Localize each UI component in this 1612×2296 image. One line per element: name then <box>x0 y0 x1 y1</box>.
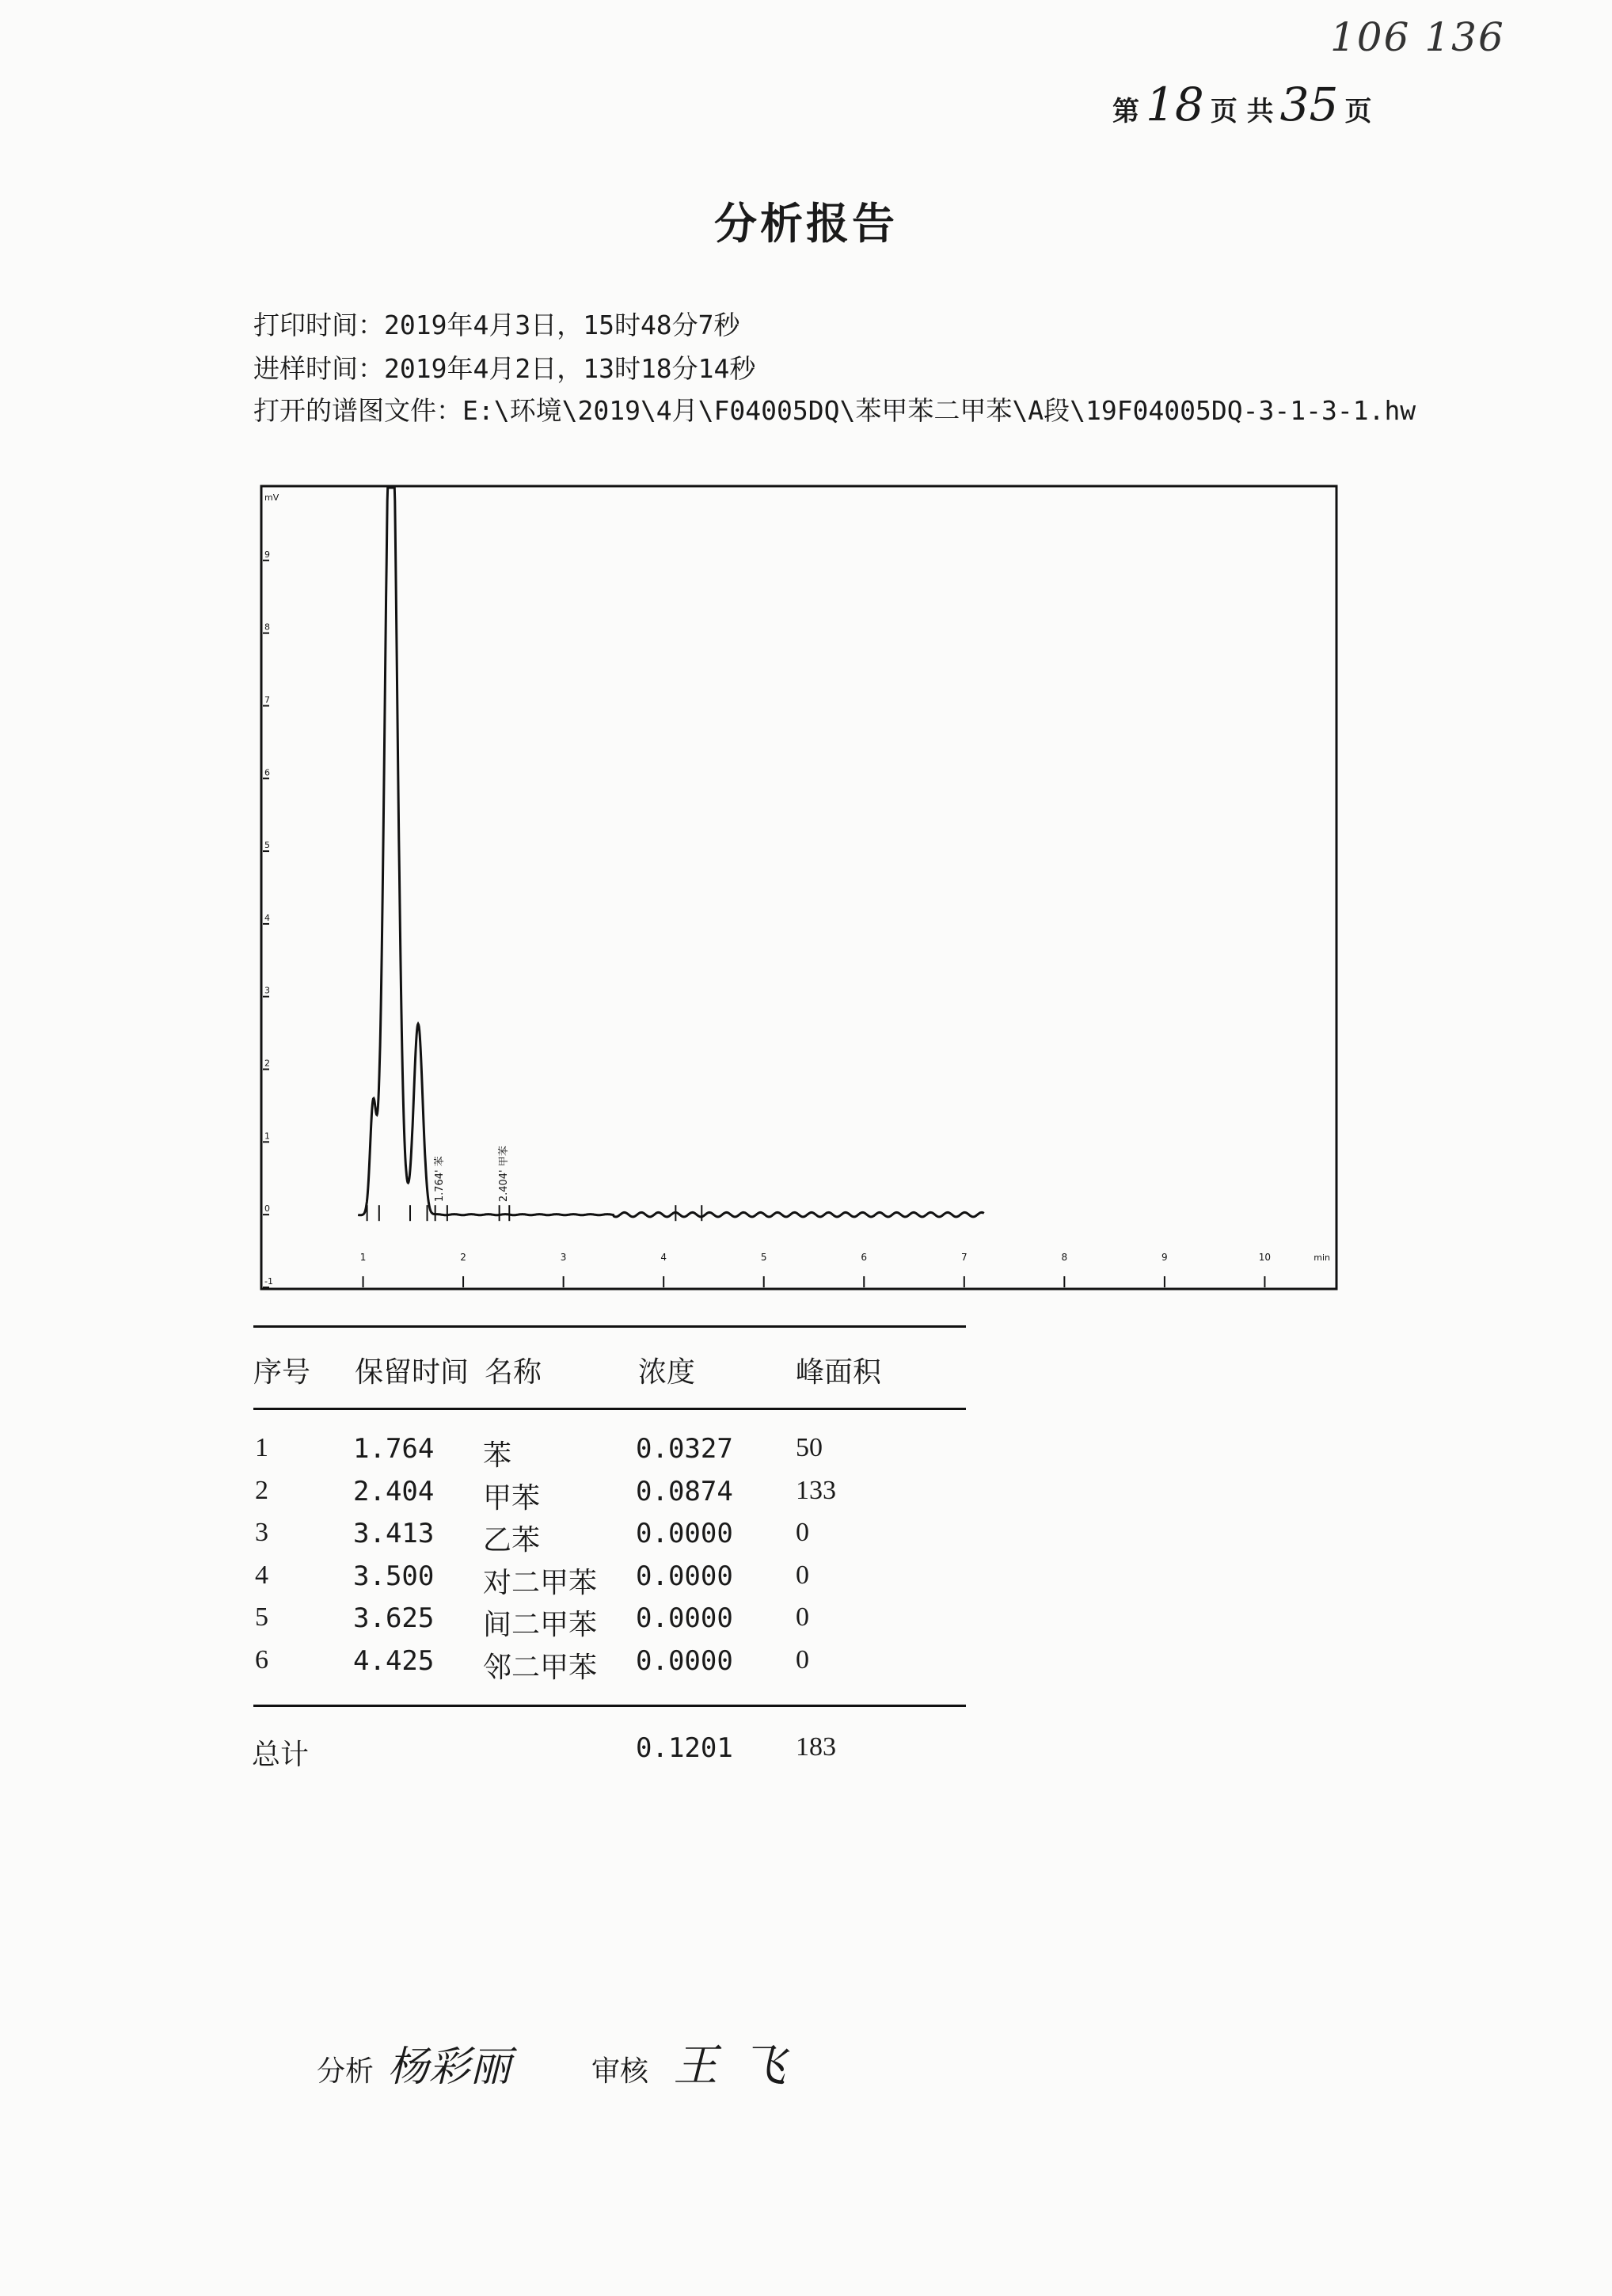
handwritten-page-note: 106 136 <box>1330 14 1505 60</box>
y-tick-label: 5 <box>264 840 270 851</box>
page-counter <box>1112 78 1371 131</box>
row-retention-time: 2.404 <box>353 1475 435 1507</box>
row-peak-area: 133 <box>796 1475 836 1505</box>
row-name: 间二甲苯 <box>483 1608 598 1640</box>
x-tick-label: 6 <box>861 1252 868 1263</box>
peak-label: 2.404' 甲苯 <box>498 1146 511 1203</box>
print-time: 打印时间：2019年4月3日，15时48分7秒 <box>253 310 740 340</box>
y-tick-label: -1 <box>264 1276 273 1287</box>
y-tick-label: 8 <box>264 622 270 633</box>
total-concentration: 0.1201 <box>636 1732 733 1764</box>
row-name: 邻二甲苯 <box>483 1650 598 1683</box>
x-axis-label: min <box>1314 1253 1330 1263</box>
reviewer-signature: 王飞 <box>673 2040 810 2092</box>
signoff-area <box>317 2031 809 2094</box>
row-name: 乙苯 <box>483 1523 541 1556</box>
y-tick-label: 2 <box>264 1058 270 1069</box>
page-total: 35 <box>1279 78 1339 131</box>
y-tick-label: 1 <box>264 1131 270 1142</box>
chromatogram-chart <box>255 480 1344 1295</box>
row-peak-area: 0 <box>796 1518 809 1547</box>
x-tick-label: 4 <box>660 1252 667 1263</box>
reviewer-label: 审核 <box>591 2055 648 2088</box>
peak-label: 1.764' 苯 <box>434 1156 447 1203</box>
chart-frame <box>261 486 1336 1289</box>
x-tick-label: 2 <box>460 1252 466 1263</box>
row-name: 对二甲苯 <box>483 1565 598 1598</box>
col-header-index: 序号 <box>253 1355 311 1388</box>
row-peak-area: 50 <box>796 1433 823 1462</box>
x-tick-label: 3 <box>560 1252 567 1263</box>
x-tick-label: 5 <box>760 1252 767 1263</box>
y-tick-label: 4 <box>264 912 270 923</box>
row-index: 6 <box>255 1644 268 1674</box>
row-retention-time: 3.413 <box>353 1518 435 1549</box>
analyst-label: 分析 <box>317 2055 374 2088</box>
chromatogram-traces <box>358 488 984 1221</box>
page-suffix: 页 <box>1344 96 1372 127</box>
row-concentration: 0.0327 <box>636 1433 733 1465</box>
table-header-rule <box>253 1408 966 1410</box>
total-label: 总计 <box>252 1738 310 1770</box>
peak-annotations <box>434 1146 510 1202</box>
col-header-concentration: 浓度 <box>638 1355 696 1388</box>
x-axis <box>360 1252 1330 1287</box>
row-concentration: 0.0000 <box>636 1560 733 1592</box>
row-retention-time: 3.625 <box>353 1602 435 1634</box>
row-retention-time: 1.764 <box>353 1433 435 1465</box>
row-index: 1 <box>255 1433 268 1462</box>
y-tick-label: 7 <box>264 694 270 705</box>
x-tick-label: 9 <box>1161 1252 1168 1263</box>
table-bottom-rule <box>253 1705 966 1707</box>
page-mid: 页 共 <box>1210 96 1274 127</box>
row-concentration: 0.0000 <box>636 1644 733 1677</box>
col-header-retention-time: 保留时间 <box>355 1355 470 1388</box>
row-retention-time: 3.500 <box>353 1560 435 1592</box>
row-peak-area: 0 <box>796 1560 809 1590</box>
x-tick-label: 1 <box>359 1252 367 1263</box>
row-index: 2 <box>255 1475 268 1505</box>
row-concentration: 0.0000 <box>636 1518 733 1549</box>
x-tick-label: 10 <box>1258 1252 1272 1263</box>
page-current: 18 <box>1146 78 1204 131</box>
row-index: 3 <box>255 1518 268 1547</box>
row-concentration: 0.0874 <box>636 1475 733 1507</box>
y-tick-label: 6 <box>264 767 270 778</box>
row-index: 5 <box>255 1602 268 1632</box>
page-prefix: 第 <box>1112 96 1139 127</box>
y-axis <box>263 492 279 1287</box>
row-retention-time: 4.425 <box>353 1644 435 1677</box>
row-name: 苯 <box>483 1439 512 1471</box>
row-index: 4 <box>255 1560 268 1590</box>
report-title: 分析报告 <box>714 198 898 249</box>
y-tick-label: 3 <box>264 985 270 996</box>
row-peak-area: 0 <box>796 1602 809 1632</box>
table-top-rule <box>253 1325 966 1328</box>
analyst-signature: 杨彩丽 <box>387 2043 511 2091</box>
x-tick-label: 8 <box>1061 1252 1068 1263</box>
row-name: 甲苯 <box>483 1481 541 1514</box>
total-peak-area: 183 <box>796 1732 836 1762</box>
col-header-name: 名称 <box>485 1355 542 1388</box>
col-header-peak-area: 峰面积 <box>796 1355 882 1388</box>
row-concentration: 0.0000 <box>636 1602 733 1634</box>
y-axis-label: mV <box>264 492 279 503</box>
x-tick-label: 7 <box>960 1252 968 1263</box>
row-peak-area: 0 <box>796 1644 809 1674</box>
spectrum-file-path: 打开的谱图文件：E:\环境\2019\4月\F04005DQ\苯甲苯二甲苯\A段\19F04005DQ-3-1-3-1.hw <box>253 395 1416 426</box>
chromatogram-trace <box>358 488 984 1217</box>
y-tick-label: 9 <box>264 549 270 560</box>
y-tick-label: 0 <box>264 1203 270 1215</box>
injection-time: 进样时间：2019年4月2日，13时18分14秒 <box>253 353 756 384</box>
